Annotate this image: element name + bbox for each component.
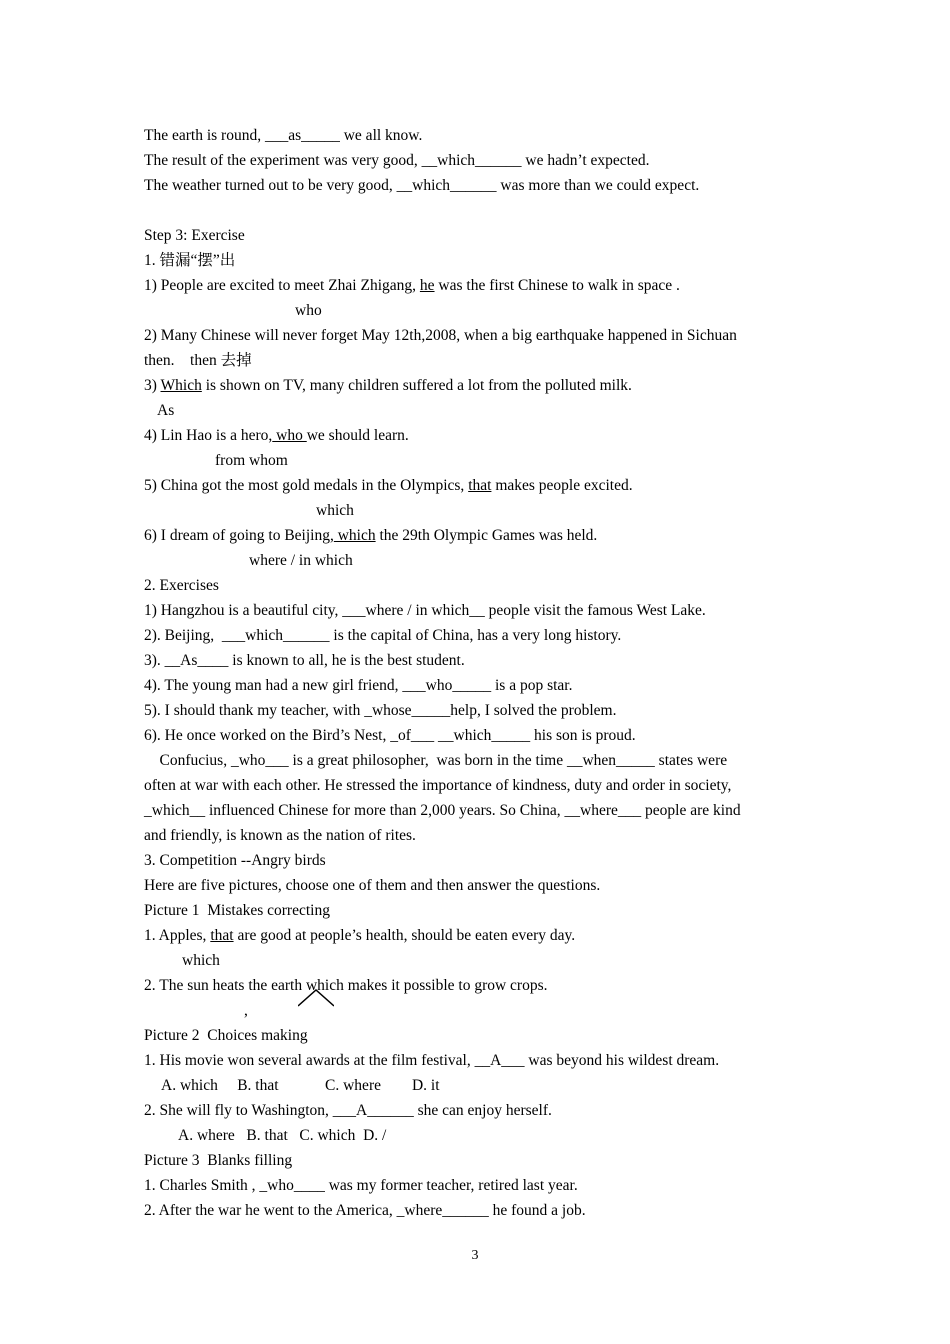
pic2-q2-options: A. where B. that C. which D. /	[178, 1127, 387, 1144]
section3-heading: 3. Competition --Angry birds	[144, 852, 326, 869]
s1-item-5	[144, 476, 633, 496]
pic1-question-2: 2. The sun heats the earth which makes it possible to grow crops.	[144, 977, 548, 994]
intro-line-2: The result of the experiment was very good, __which______ we hadn’t expected.	[144, 152, 650, 169]
picture-2-heading: Picture 2 Choices making	[144, 1027, 308, 1044]
s1-item-2: 2) Many Chinese will never forget May 12th,2008, when a big earthquake happened in Sichuan	[144, 327, 737, 344]
s1-item-6-answer: where / in which	[249, 552, 353, 569]
s1-item-1-error: he	[419, 277, 435, 294]
pic1-q1-pre: 1. Apples,	[144, 927, 211, 944]
s1-item-1	[144, 276, 680, 296]
pic3-question-1: 1. Charles Smith , _who____ was my former teacher, retired last year.	[144, 1177, 578, 1194]
s1-item-3-pre: 3)	[144, 377, 161, 394]
s2-exercise-1: 1) Hangzhou is a beautiful city, ___where / in which__ people visit the famous West Lake.	[144, 602, 706, 619]
s1-item-3-post: is shown on TV, many children suffered a lot from the polluted milk.	[201, 377, 632, 394]
picture-1-heading: Picture 1 Mistakes correcting	[144, 902, 330, 919]
s2-paragraph-line-3: _which__ influenced Chinese for more than 2,000 years. So China, __where___ people are kind	[144, 802, 741, 819]
page-number: 3	[471, 1248, 479, 1263]
pic1-q1-error: that	[210, 927, 234, 944]
pic2-q1-options: A. which B. that C. where D. it	[161, 1077, 440, 1094]
s1-item-4-answer: from whom	[215, 452, 288, 469]
intro-line-1: The earth is round, ___as_____ we all know.	[144, 127, 423, 144]
s1-item-4-error: who	[272, 427, 307, 444]
intro-line-3: The weather turned out to be very good, __which______ was more than we could expect.	[144, 177, 700, 194]
s1-item-1-post: was the first Chinese to walk in space .	[434, 277, 680, 294]
section2-heading: 2. Exercises	[144, 577, 219, 594]
s1-item-6-post: the 29th Olympic Games was held.	[375, 527, 598, 544]
step3-heading: Step 3: Exercise	[144, 227, 245, 244]
s2-exercise-6: 6). He once worked on the Bird’s Nest, _of___ __which_____ his son is proud.	[144, 727, 636, 744]
s1-item-4-pre: 4) Lin Hao is a hero,	[144, 427, 273, 444]
pic1-question-1	[144, 926, 575, 946]
s1-item-1-answer: who	[295, 302, 322, 319]
s1-item-3-error: Which	[160, 377, 202, 394]
s1-item-3-answer: As	[157, 402, 175, 419]
pic1-q1-post: are good at people’s health, should be eaten every day.	[233, 927, 576, 944]
s2-exercise-5: 5). I should thank my teacher, with _whose_____help, I solved the problem.	[144, 702, 617, 719]
s1-item-6-error: which	[333, 527, 376, 544]
pic1-q1-answer: which	[182, 952, 220, 969]
s2-exercise-3: 3). __As____ is known to all, he is the best student.	[144, 652, 465, 669]
s2-exercise-2: 2). Beijing, ___which______ is the capital of China, has a very long history.	[144, 627, 622, 644]
s2-exercise-4: 4). The young man had a new girl friend, ___who_____ is a pop star.	[144, 677, 573, 694]
s3-intro: Here are five pictures, choose one of them and then answer the questions.	[144, 877, 601, 894]
pic1-q2-mark: ,	[244, 1002, 248, 1019]
s1-item-5-pre: 5) China got the most gold medals in the Olympics,	[144, 477, 469, 494]
s1-item-6-pre: 6) I dream of going to Beijing,	[144, 527, 334, 544]
insertion-caret-icon	[298, 989, 334, 1007]
s2-paragraph-line-2: often at war with each other. He stressed the importance of kindness, duty and order in society,	[144, 777, 732, 794]
s1-item-5-post: makes people excited.	[491, 477, 633, 494]
s2-paragraph-line-1: Confucius, _who___ is a great philosopher, was born in the time __when_____ states were	[144, 752, 728, 769]
s1-item-4	[144, 426, 409, 446]
s1-item-5-answer: which	[316, 502, 354, 519]
section1-heading: 1. 错漏“摆”出	[144, 252, 236, 269]
picture-3-heading: Picture 3 Blanks filling	[144, 1152, 293, 1169]
s1-item-1-pre: 1) People are excited to meet Zhai Zhigang,	[144, 277, 420, 294]
pic2-question-2: 2. She will fly to Washington, ___A______ she can enjoy herself.	[144, 1102, 552, 1119]
pic2-question-1: 1. His movie won several awards at the film festival, __A___ was beyond his wildest dream.	[144, 1052, 720, 1069]
s1-item-3	[144, 376, 632, 396]
s1-item-4-post: we should learn.	[306, 427, 409, 444]
s1-item-6	[144, 526, 597, 546]
s1-item-2-cont: then. then 去掉	[144, 352, 252, 369]
pic3-question-2: 2. After the war he went to the America, _where______ he found a job.	[144, 1202, 586, 1219]
s2-paragraph-line-4: and friendly, is known as the nation of rites.	[144, 827, 416, 844]
s1-item-5-error: that	[468, 477, 492, 494]
